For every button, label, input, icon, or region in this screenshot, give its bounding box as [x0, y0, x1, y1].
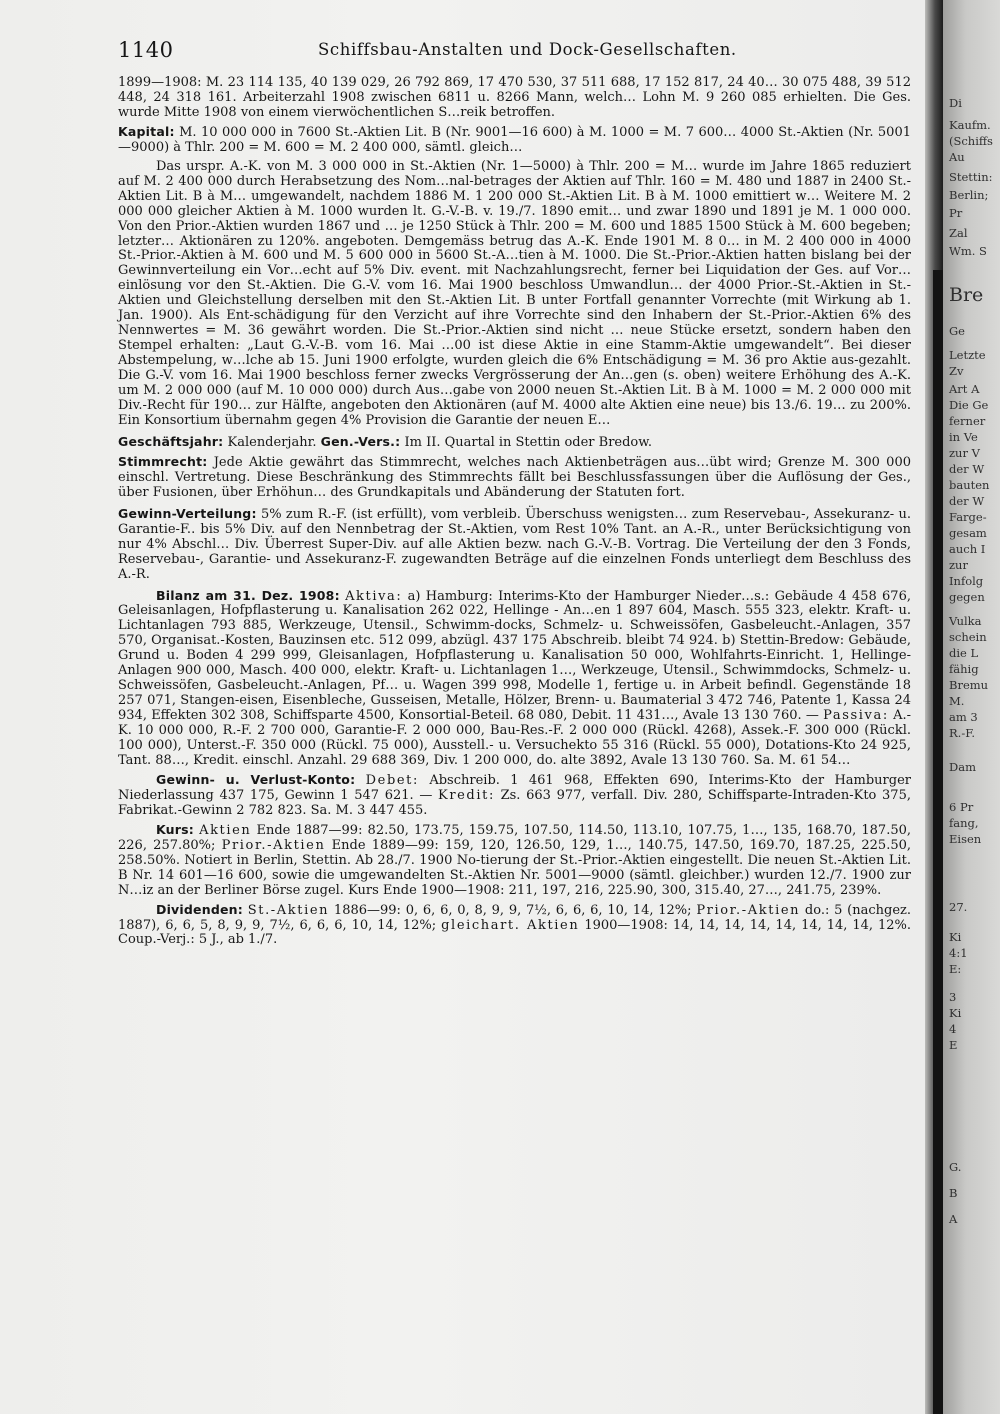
geschaeftsjahr-section — [118, 435, 911, 451]
facing-fragment: schein — [949, 630, 987, 644]
genvers-text: Im II. Quartal in Stettin oder Bredow. — [404, 434, 652, 450]
gewinnverteilung-section — [118, 507, 911, 583]
intro-paragraph: 1899—1908: M. 23 114 135, 40 139 029, 26 792 869, 17 470 530, 37 511 688, 17 152 817, 24 40… 30 075 488, 39 512 448, 24 318 161. Arbeiterzahl 1908 zwischen 6811 u. 8266 Mann, welch… Lohn M. 9 260 085 erhielten. Die Ges. wurde Mitte 1908 von einem vierwöchentlichen S…reik betroffen. — [118, 75, 911, 120]
stimmrecht-label: Stimmrecht: — [118, 453, 208, 469]
facing-fragment: Ki — [949, 930, 962, 944]
bilanz-section — [118, 589, 911, 769]
debet-word: Debet: — [365, 772, 419, 788]
facing-fragment: auch I — [949, 542, 986, 556]
facing-fragment: Di — [949, 96, 962, 110]
main-text — [118, 76, 911, 952]
geschaeftsjahr-text: Kalenderjahr. — [227, 434, 317, 450]
facing-fragment: Zal — [949, 226, 968, 240]
kapital-label: Kapital: — [118, 123, 175, 139]
facing-fragment: G. — [949, 1160, 962, 1174]
facing-fragment: Au — [949, 150, 965, 164]
kapital-history: Das urspr. A.-K. von M. 3 000 000 in St.-Aktien (Nr. 1—5000) à Thlr. 200 = M… wurde im Jahre 1865 reduziert auf M. 2 400 000 durch Herabsetzung des Nom…nal-betrages der Aktien auf Thlr. 160 = M. 480 und 1887 in 2400 St.-Aktien Lit. B à M… umgewandelt, nachdem 1886 M. 1 200 000 St.-Aktien Lit. B à M. 1000 emittiert w… Weitere M. 2 000 000 gleicher Aktien à M. 1000 wurden lt. G.-V.-B. v. 19./7. 1890 emit… und zwar 1890 und 1891 je M. 1 000 000. Von den Prior.-Aktien wurden 1867 und … je 1250 Stück à Thlr. 200 = M. 600 und 1885 1500 Stück à M. 600 begeben; letzter… Aktionären zu 120%. angeboten. Demgemäss betrug das A.-K. Ende 1901 M. 8 0… in M. 2 400 000 in 4000 St.-Prior.-Aktien à M. 600 und M. 5 600 000 in 5600 St.-A…tien à M. 1000. Die St.-Prior.-Aktien hatten bislang bei der Gewinnverteilung ein Vor…echt auf 5% Div. event. mit Nachzahlungsrecht, ferner bei Liquidation der Ges. auf Vor…einlösung vor den St.-Aktien. Die G.-V. vom 16. Mai 1900 beschloss Umwandlun… der 4000 Prior.-St.-Aktien in St.-Aktien und Gleichstellung derselben mit den St.-Aktien Lit. B unter Fortfall genannter Vorrechte (mit Wirkung ab 1. Jan. 1900). Als Ent-schädigung für den Verzicht auf ihre Vorrechte sind den Inhabern der St.-Prior.-Aktien 6% des Nennwertes = M. 36 gewährt worden. Die St.-Prior.-Aktien sind nicht … neue Stücke ersetzt, sondern haben den Stempel erhalten: „Laut G.-V.-B. vom 16. Mai …00 ist diese Aktie in eine Stamm-Aktie umgewandelt“. Bei dieser Abstempelung, w…lche ab 15. Juni 1900 erfolgte, wurden gleich die 6% Entschädigung = M. 36 pro Aktie aus-gezahlt. Die G.-V. vom 16. Mai 1900 beschloss ferner zwecks Vergrösserung der An…gen (s. oben) weitere Erhöhung des A.-K. um M. 2 000 000 (auf M. 10 000 000) durch Aus…gabe von 2000 neuen St.-Aktien Lit. B à M. 1000 = M. 2 000 000 mit Div.-Recht für 190… zur Hälfte, angeboten den Aktionären (auf M. 4000 alte Aktien eine neue) bis 13./6. 19… zu 200%. Ein Konsortium übernahm gegen 4% Provision die Garantie der neuen E… — [118, 158, 911, 428]
facing-fragment: am 3 — [949, 710, 978, 724]
gewinnverteilung-text: 5% zum R.-F. (ist erfüllt), vom verbleib. Überschuss wenigsten… zum Reservebau-, Assekuranz- u. Garantie-F.. bis 5% Div. auf den Nennbetrag der St.-Aktien, vom Rest 10% Tant. an A.-R., unter Berücksichtigung von nur 4% Abschl… Div. Überrest Super-Div. auf alle Aktien bezw. nach G.-V.-B. Vortrag. Die Verteilung der den 3 Fonds, Reservebau-, Garantie- und Assekuranz-F. zugewandten Beträge auf die einzelnen Fonds unterliegt dem Beschluss des A.-R. — [118, 506, 911, 582]
passiva-word: Passiva: — [823, 708, 889, 724]
facing-fragment: fähig — [949, 662, 979, 676]
facing-fragment: Eisen — [949, 832, 982, 846]
bilanz-label: Bilanz am 31. Dez. 1908: — [156, 587, 340, 603]
facing-fragment: Ge — [949, 324, 965, 338]
facing-fragment: 6 Pr — [949, 800, 974, 814]
guv-debet: Abschreib. 1 461 968, Effekten 690, Interims-Kto der Hamburger Niederlassung 437 175, Gewinn 1 547 621. — — [118, 772, 911, 803]
facing-fragment: Letzte — [949, 348, 986, 362]
facing-fragment: B — [949, 1186, 958, 1200]
guv-section — [118, 773, 911, 819]
div-prior-word: Prior.-Aktien — [696, 902, 801, 918]
facing-fragment: Infolg — [949, 574, 984, 588]
facing-fragment: Stettin: — [949, 170, 993, 184]
facing-fragment: Vulka — [949, 614, 982, 628]
bilanz-passiva: A.-K. 10 000 000, R.-F. 2 700 000, Garantie-F. 2 000 000, Bau-Res.-F. 2 000 000 (Rückl. 4268), Assek.-F. 300 000 (Rückl. 100 000), Unterst.-F. 350 000 (Rückl. 75 000), Ausstell.- u. Versuchekto 55 316 (Rückl. 55 000), Dotations-Kto 24 925, Tant. 88…, Kredit. einschl. Anzahl. 29 688 369, Div. 1 200 000, do. alte 3892, Avale 13 130 760. Sa. M. 61 54… — [118, 708, 911, 768]
facing-fragment: Wm. S — [949, 244, 987, 258]
bilanz-aktiva: a) Hamburg: Interims-Kto der Hamburger Nieder…s.: Gebäude 4 458 676, Geleisanlagen, Hofpflasterung u. Kanalisation 262 022, Hellinge - An…en 1 897 604, Masch. 555 323, elektr. Kraft- u. Lichtanlagen 793 885, Werkzeuge, Utensil., Schwimm-docks, Schmelz- u. Schweissöfen, Gasbeleucht.-Anlagen, 357 570, Organisat.-Kosten, Bauzinsen etc. 512 099, abzügl. 437 175 Abschreib. bleibt 74 924. b) Stettin-Bredow: Gebäude, Grund u. Boden 4 299 999, Gleisanlagen, Hofpflasterung u. Kanalisation 50 000, Wohlfahrts-Einricht. 1, Hellinge-Anlagen 900 000, Masch. 400 000, elektr. Kraft- u. Lichtanlagen 1…, Werkzeuge, Utensil., Schwimmdocks, Schmelz- u. Schweissöfen, Gasbeleucht.-Anlagen, Pf… u. Wagen 399 998, Modelle 1, fertige u. in Arbeit befindl. Gegenstände 18 257 071, Stangen-eisen, Eisenbleche, Gusseisen, Metalle, Hölzer, Brenn- u. Baumaterial 3 472 746, Patente 1, Kassa 24 934, Effekten 302 308, Schiffsparte 4500, Konsortial-Beteil. 68 080, Debit. 11 431…, Avale 13 130 760. — — [118, 588, 911, 724]
stimmrecht-text: Jede Aktie gewährt das Stimmrecht, welches nach Aktienbeträgen aus…übt wird; Grenze M. 300 000 einschl. Vertretung. Diese Beschränkung des Stimmrechts fällt bei Beschlussfassungen über die Auflösung der Ges., über Fusionen, über Erhöhun… des Grundkapitals und Abänderung der Statuten fort. — [118, 454, 911, 500]
facing-fragment: zur V — [949, 446, 980, 460]
facing-fragment: Die Ge — [949, 398, 989, 412]
facing-fragment: E: — [949, 962, 962, 976]
geschaeftsjahr-label: Geschäftsjahr: — [118, 433, 224, 449]
kurs-section — [118, 823, 911, 899]
facing-fragment: A — [949, 1212, 958, 1226]
kurs-prior-word: Prior.-Aktien — [221, 837, 326, 853]
facing-fragment: Bre — [949, 284, 984, 306]
facing-fragment: Farge- — [949, 510, 987, 524]
genvers-label: Gen.-Vers.: — [320, 433, 401, 449]
facing-fragment: Ki — [949, 1006, 962, 1020]
dividenden-label: Dividenden: — [156, 901, 243, 917]
running-title: Schiffsbau-Anstalten und Dock-Gesellschaften. — [318, 40, 737, 59]
facing-fragment: 4:1 — [949, 946, 968, 960]
facing-fragment: gegen — [949, 590, 985, 604]
guv-label: Gewinn- u. Verlust-Konto: — [156, 771, 356, 787]
facing-fragment: der W — [949, 462, 985, 476]
facing-fragment: fang, — [949, 816, 979, 830]
facing-fragment: 27. — [949, 900, 968, 914]
facing-fragment: Berlin; — [949, 188, 989, 202]
div-gleichart-text: 1900—1908: 14, 14, 14, 14, 14, 14, 14, 14, 12%. Coup.-Verj.: 5 J., ab 1./7. — [118, 917, 912, 948]
gewinnverteilung-label: Gewinn-Verteilung: — [118, 505, 257, 521]
aktiva-word: Aktiva: — [345, 588, 403, 604]
dividenden-section — [118, 903, 911, 949]
kurs-aktien-word: Aktien — [199, 822, 252, 838]
facing-fragment: der W — [949, 494, 985, 508]
div-prior-text: do.: 5 (nachgez. 1887), 6, 6, 5, 8, 9, 9, 7½, 6, 6, 6, 10, 14, 12%; — [118, 902, 912, 933]
facing-fragment: Dam — [949, 760, 976, 774]
kurs-aktien-text: Ende 1887—99: 82.50, 173.75, 159.75, 107.50, 114.50, 113.10, 107.75, 1…, 135, 168.70, 187.50, 226, 257.80%; — [118, 822, 911, 853]
guv-kredit: Zs. 663 977, verfall. Div. 280, Schiffsparte-Intraden-Kto 375, Fabrikat.-Gewinn 2 782 823. Sa. M. 3 447 455. — [118, 787, 911, 818]
facing-fragment: 4 — [949, 1022, 957, 1036]
div-st-text: 1886—99: 0, 6, 6, 0, 8, 9, 9, 7½, 6, 6, 6, 10, 14, 12%; — [333, 902, 692, 918]
stimmrecht-section — [118, 455, 911, 501]
facing-fragment: gesam — [949, 526, 987, 540]
facing-page-edge — [943, 0, 1000, 1414]
facing-fragment: bauten — [949, 478, 990, 492]
div-st-word: St.-Aktien — [247, 902, 330, 918]
facing-fragment: ferner — [949, 414, 986, 428]
facing-fragment: Art A — [949, 382, 980, 396]
kurs-label: Kurs: — [156, 821, 194, 837]
kapital-text: M. 10 000 000 in 7600 St.-Aktien Lit. B (Nr. 9001—16 600) à M. 1000 = M. 7 600… 4000 St.-Aktien (Nr. 5001—9000) à Thlr. 200 = M. 600 = M. 2 400 000, sämtl. gleich… — [118, 124, 911, 155]
facing-fragment: R.-F. — [949, 726, 976, 740]
facing-fragment: M. — [949, 694, 965, 708]
facing-fragment: Kaufm. — [949, 118, 991, 132]
div-gleichart-word: gleichart. Aktien — [441, 917, 580, 933]
facing-fragment: 3 — [949, 990, 957, 1004]
facing-fragment: in Ve — [949, 430, 978, 444]
kapital-section — [118, 125, 911, 156]
facing-fragment: zur — [949, 558, 968, 572]
facing-fragment: die L — [949, 646, 979, 660]
kredit-word: Kredit: — [438, 787, 495, 803]
facing-fragment: (Schiffs — [949, 134, 993, 148]
facing-fragment: Zv — [949, 364, 964, 378]
page-number: 1140 — [118, 38, 174, 62]
facing-fragment: E — [949, 1038, 958, 1052]
facing-fragment: Bremu — [949, 678, 989, 692]
facing-fragment: Pr — [949, 206, 963, 220]
kurs-prior-text: Ende 1889—99: 159, 120, 126.50, 129, 1…, 140.75, 147.50, 169.70, 187.25, 225.50, 258.50%. Notiert in Berlin, Stettin. Ab 28./7. 1900 No-tierung der St.-Prior.-Aktien eingestellt. Die neuen St.-Aktien Lit. B Nr. 14 601—16 600, sowie die umgewandelten St.-Aktien Nr. 5001—9000 (sämtl. gleichber.) wurden 12./7. 1900 zur N…iz an der Berliner Börse zugel. Kurs Ende 1900—1908: 211, 197, 216, 225.90, 300, 315.40, 27…, 241.75, 239%. — [118, 837, 911, 898]
